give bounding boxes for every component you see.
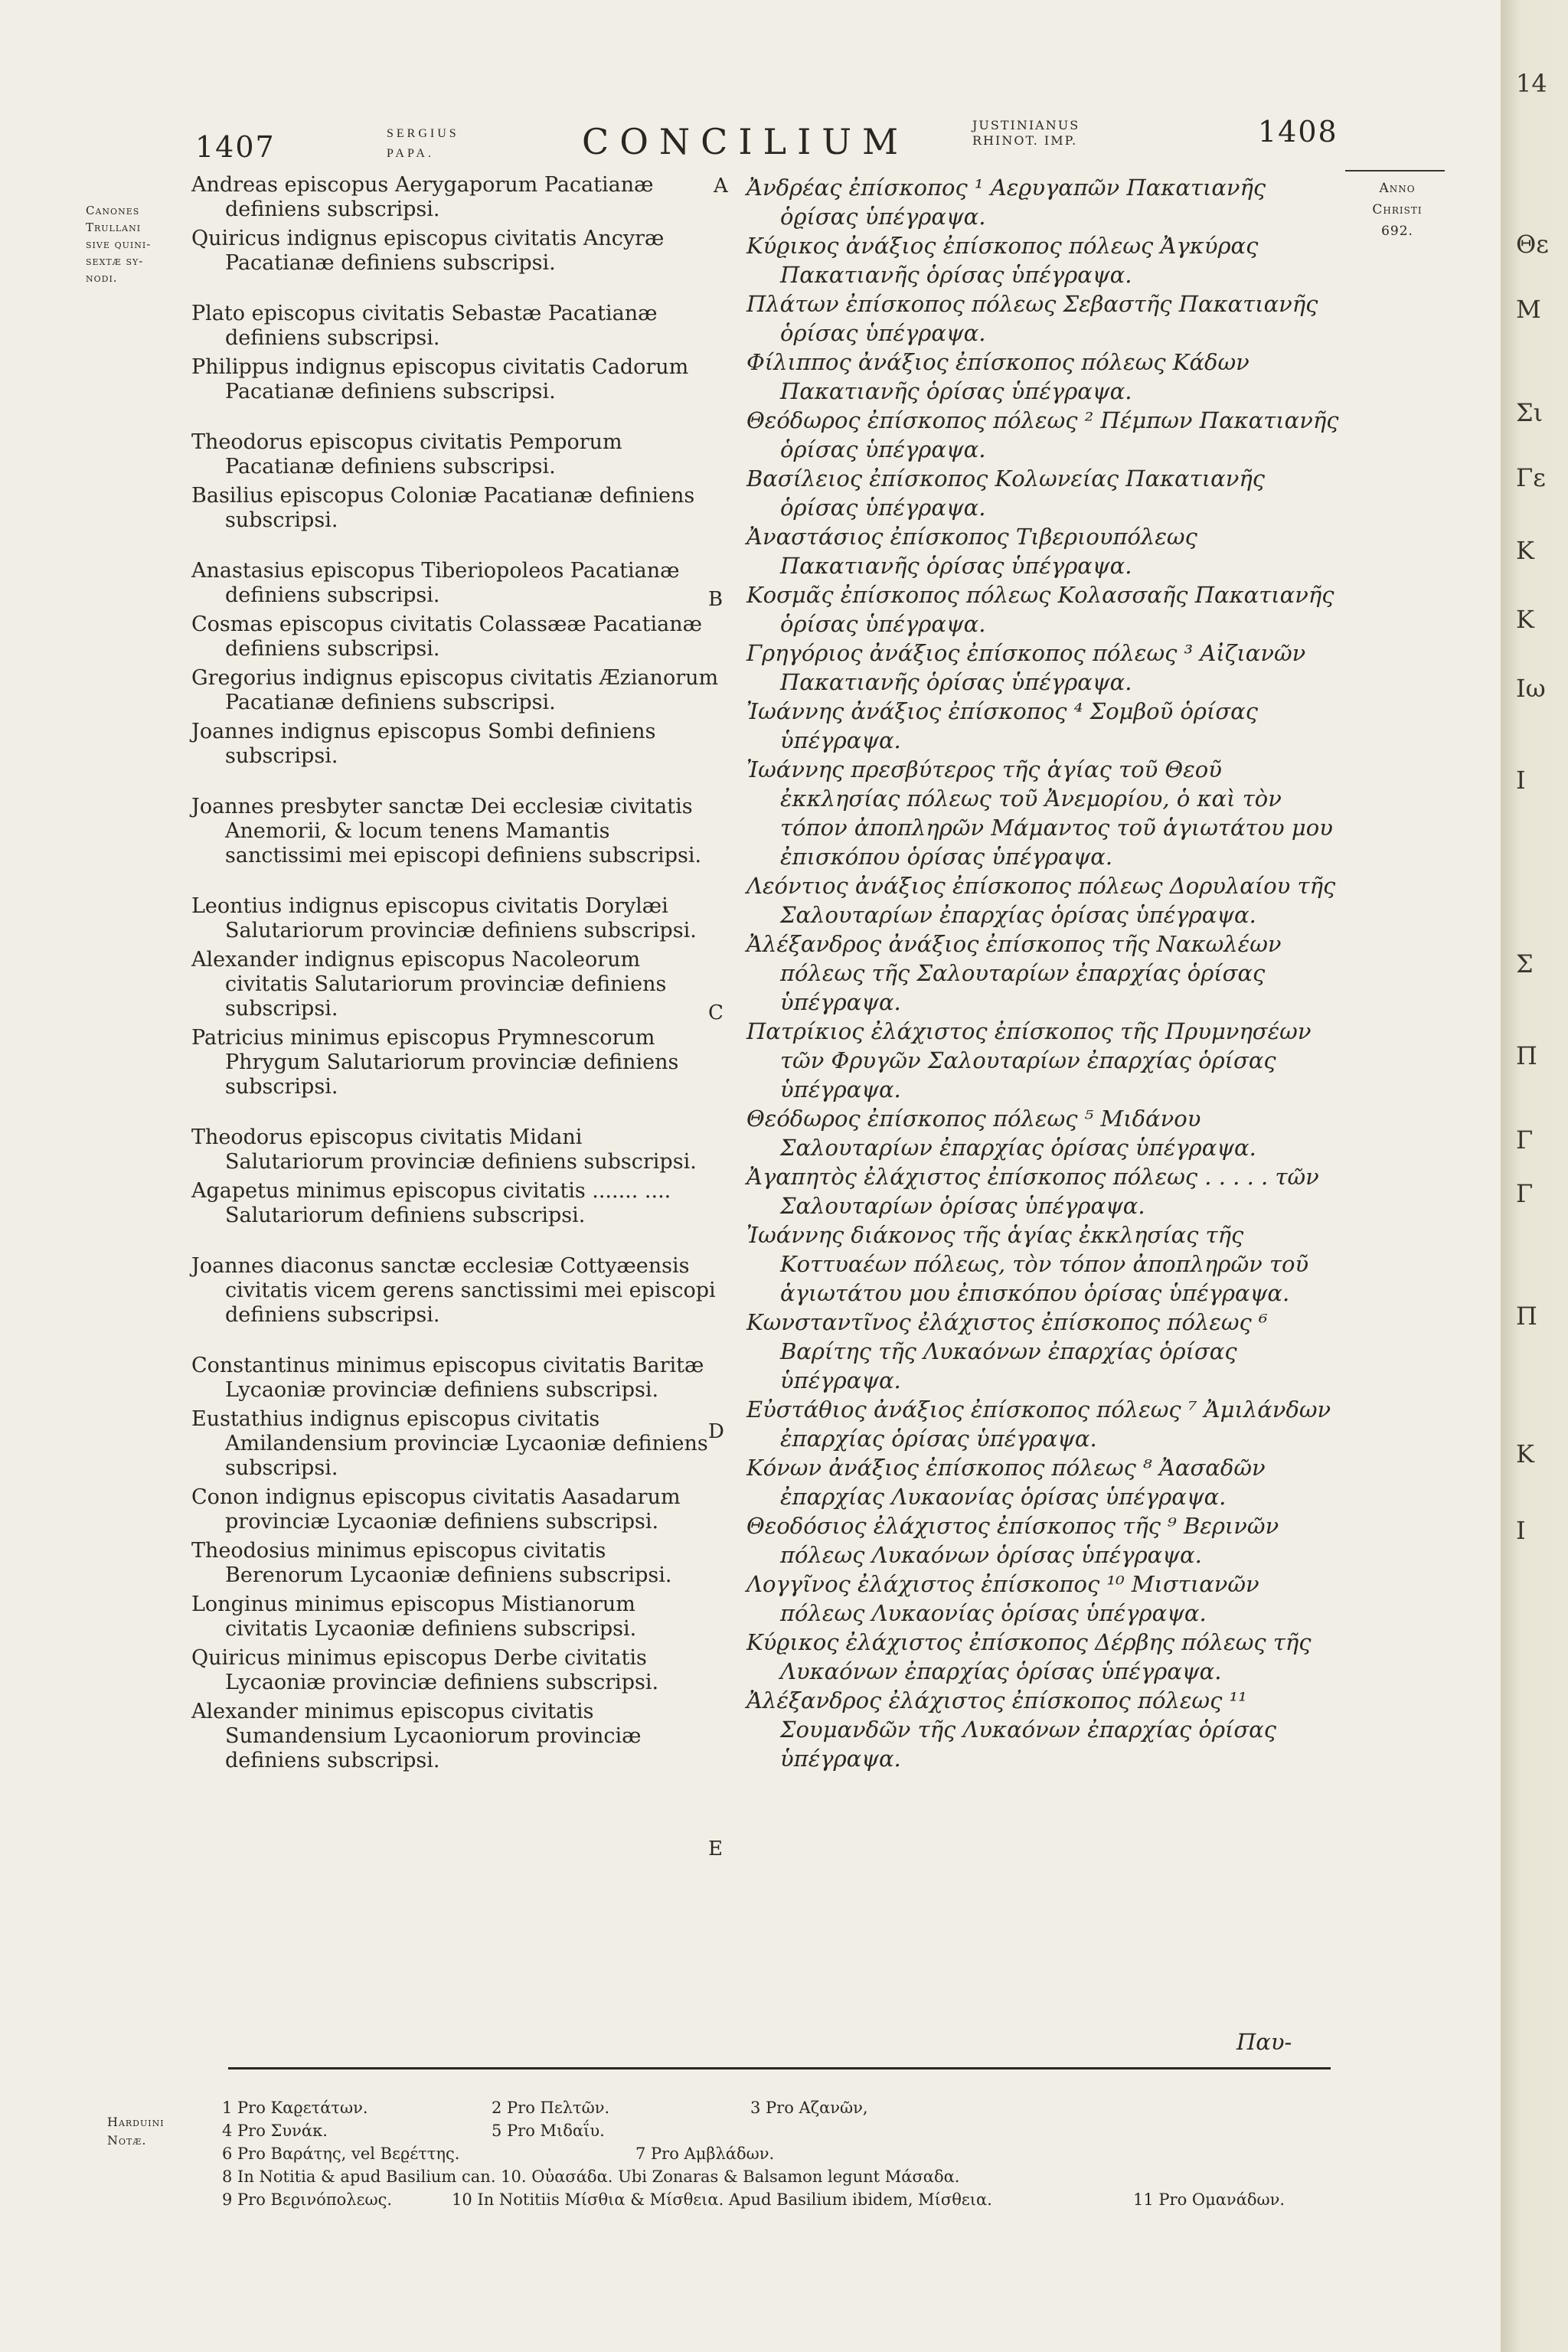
greek-subscription: Ἰωάννης πρεσβύτερος τῆς ἁγίας τοῦ Θεοῦ ἐκκλησίας πόλεως τοῦ Ἀνεμορίου, ὁ καὶ τὸν τόπον ἀποπληρῶν Μάμαντος τοῦ ἁγιωτάτου μου ἐπισκόπου ὁρίσας ὑπέγραψα. bbox=[746, 756, 1333, 870]
facing-page-glyph: Σι bbox=[1516, 398, 1544, 427]
latin-subscription: Joannes presbyter sanctæ Dei ecclesiæ civitatis Anemorii, & locum tenens Mamantis sanctissimi mei episcopi definiens subscripsi. bbox=[191, 795, 702, 867]
facing-page-glyph: Κ bbox=[1516, 536, 1534, 565]
greek-subscription: Ἰωάννης διάκονος τῆς ἁγίας ἐκκλησίας τῆς Κοττυαέων πόλεως, τὸν τόπον ἀποπληρῶν τοῦ ἁγιωτάτου μου ἐπισκόπου ὁρίσας ὑπέγραψα. bbox=[746, 1222, 1309, 1306]
facing-page-glyph: 14 bbox=[1516, 69, 1547, 98]
greek-subscription: Πλάτων ἐπίσκοπος πόλεως Σεβαστῆς Πακατιανῆς ὁρίσας ὑπέγραψα. bbox=[746, 291, 1318, 346]
latin-subscription: Quiricus minimus episcopus Derbe civitatis Lycaoniæ provinciæ definiens subscripsi. bbox=[191, 1646, 659, 1694]
anno-rule bbox=[1345, 170, 1445, 172]
latin-subscription: Gregorius indignus episcopus civitatis Æzianorum Pacatianæ definiens subscripsi. bbox=[191, 666, 719, 714]
footnote: 6 Pro Βαράτης, vel Βεϱέττης. bbox=[222, 2145, 460, 2163]
footnote-row bbox=[222, 2142, 1340, 2165]
latin-subscription: Plato episcopus civitatis Sebastæ Pacatianæ definiens subscripsi. bbox=[191, 302, 658, 350]
page-number-right: 1408 bbox=[1258, 115, 1338, 149]
greek-subscription: Κύϱικος ἐλάχιστος ἐπίσκοπος Δέρβης πόλεως τῆς Λυκαόνων ἐπαρχίας ὁρίσας ὑπέγραψα. bbox=[746, 1629, 1312, 1684]
facing-page-glyph: Σ bbox=[1516, 949, 1534, 978]
latin-subscription: Joannes diaconus sanctæ ecclesiæ Cottyæensis civitatis vicem gerens sanctissimi mei episcopi definiens subscripsi. bbox=[191, 1254, 716, 1327]
latin-column bbox=[191, 173, 720, 1778]
greek-subscription: Κωνσταντῖνος ἐλάχιστος ἐπίσκοπος πόλεως ⁶ Βαρίτης τῆς Λυκαόνων ἐπαρχίας ὁρίσας ὑπέγραψα. bbox=[746, 1309, 1268, 1393]
latin-subscription: Agapetus minimus episcopus civitatis ....... .... Salutariorum definiens subscripsi. bbox=[191, 1179, 671, 1227]
greek-subscription: Ἀνδρέας ἐπίσκοπος ¹ Αεϱυγαπῶν Πακατιανῆς ὁϱίσας ὑπέγραψα. bbox=[746, 175, 1266, 230]
section-letter: B bbox=[708, 588, 724, 611]
footnote: 10 In Notitiis Μίσθια & Μίσθεια. Apud Basilium ibidem, Μίσθεια. bbox=[452, 2190, 992, 2209]
latin-subscription: Andreas episcopus Aerygaporum Pacatianæ definiens subscripsi. bbox=[191, 173, 654, 221]
latin-subscription: Leontius indignus episcopus civitatis Dorylæi Salutariorum provinciæ definiens subscripsi. bbox=[191, 894, 697, 942]
greek-subscription: Ἀναστάσιος ἐπίσκοπος Τιβεριουπόλεως Πακατιανῆς ὁρίσας ὑπέγραψα. bbox=[746, 524, 1197, 579]
facing-page-glyph: Θε bbox=[1516, 230, 1549, 259]
facing-page-glyph: Γ bbox=[1516, 1125, 1534, 1155]
greek-subscription: Θεόδωρος ἐπίσκοπος πόλεως ⁵ Μιδάνου Σαλουταρίων ἐπαρχίας ὁρίσας ὑπέγραψα. bbox=[746, 1106, 1256, 1161]
greek-subscription: Γρηγόριος ἀνάξιος ἐπίσκοπος πόλεως ³ Αἰζιανῶν Πακατιανῆς ὁρίσας ὑπέγραψα. bbox=[746, 640, 1306, 695]
header-justinian: JUSTINIANUS RHINOT. IMP. bbox=[972, 118, 1080, 148]
footnote: 11 Pro Ομανάδων. bbox=[1133, 2190, 1285, 2209]
footnote-rule bbox=[228, 2067, 1331, 2069]
latin-subscription: Theodorus episcopus civitatis Midani Salutariorum provinciæ definiens subscripsi. bbox=[191, 1125, 697, 1174]
facing-page-glyph: Κ bbox=[1516, 605, 1534, 634]
footnote: 9 Pro Βεϱινόπολεως. bbox=[222, 2190, 393, 2209]
greek-subscription: Θεόδωρος ἐπίσκοπος πόλεως ² Πέμπων Πακατιανῆς ὁρίσας ὑπέγραψα. bbox=[746, 407, 1339, 462]
section-letter: A bbox=[714, 175, 728, 198]
greek-subscription: Κύϱικος ἀνάξιος ἐπίσκοπος πόλεως Ἀγκύρας Πακατιανῆς ὁρίσας ὑπέγραψα. bbox=[746, 233, 1259, 288]
facing-page-glyph: Κ bbox=[1516, 1439, 1534, 1468]
latin-subscription: Theodosius minimus episcopus civitatis Berenorum Lycaoniæ definiens subscripsi. bbox=[191, 1539, 672, 1587]
latin-subscription: Basilius episcopus Coloniæ Pacatianæ definiens subscripsi. bbox=[191, 484, 695, 532]
latin-subscription: Theodorus episcopus civitatis Pemporum Pacatianæ definiens subscripsi. bbox=[191, 430, 622, 479]
footnote: 3 Pro Αζανῶν, bbox=[750, 2099, 868, 2117]
greek-subscription: Λογγῖνος ἐλάχιστος ἐπίσκοπος ¹⁰ Μιστιανῶν πόλεως Λυκαονίας ὁρίσας ὑπέγραψα. bbox=[746, 1571, 1259, 1626]
footnote-row bbox=[222, 2119, 1340, 2142]
facing-page-glyph: Γε bbox=[1516, 463, 1546, 492]
latin-subscription: Longinus minimus episcopus Mistianorum civitatis Lycaoniæ definiens subscripsi. bbox=[191, 1592, 637, 1641]
facing-page-glyph: Γ bbox=[1516, 1179, 1534, 1208]
greek-subscription: Ἀγαπητὸς ἐλάχιστος ἐπίσκοπος πόλεως . . . . . τῶν Σαλουταρίων ὁρίσας ὑπέγραψα. bbox=[746, 1164, 1319, 1219]
section-letter: E bbox=[708, 1838, 723, 1860]
footnote: 2 Pro Πελτῶν. bbox=[492, 2099, 610, 2117]
latin-subscription: Alexander indignus episcopus Nacoleorum civitatis Salutariorum provinciæ definiens subscripsi. bbox=[191, 948, 667, 1021]
facing-page-edge bbox=[1501, 0, 1568, 2352]
facing-page-glyph: Ι bbox=[1516, 766, 1526, 795]
latin-subscription: Eustathius indignus episcopus civitatis Amilandensium provinciæ Lycaoniæ definiens subscripsi. bbox=[191, 1407, 708, 1480]
latin-subscription: Conon indignus episcopus civitatis Aasadarum provinciæ Lycaoniæ definiens subscripsi. bbox=[191, 1485, 681, 1534]
greek-subscription: Ἀλέξανδρος ἀνάξιος ἐπίσκοπος τῆς Νακωλέων πόλεως τῆς Σαλουταρίων ἐπαρχίας ὁρίσας ὑπέγραψα. bbox=[746, 931, 1282, 1015]
running-header bbox=[0, 115, 1501, 168]
left-margin-note: Canones Trullani sive quini- sextæ sy- nodi. bbox=[86, 204, 152, 285]
greek-subscription: Φίλιππος ἀνάξιος ἐπίσκοπος πόλεως Κάδων Πακατιανῆς ὁρίσας ὑπέγραψα. bbox=[746, 349, 1250, 404]
latin-subscription: Constantinus minimus episcopus civitatis Baritæ Lycaoniæ provinciæ definiens subscripsi. bbox=[191, 1354, 704, 1402]
footnote-row bbox=[222, 2096, 1340, 2119]
facing-page-glyph: Ιω bbox=[1516, 674, 1546, 703]
greek-subscription: Βασίλειος ἐπίσκοπος Κολωνείας Πακατιανῆς ὁρίσας ὑπέγραψα. bbox=[746, 466, 1266, 521]
facing-page-glyph: Ι bbox=[1516, 1516, 1526, 1545]
latin-subscription: Anastasius episcopus Tiberiopoleos Pacatianæ definiens subscripsi. bbox=[191, 559, 680, 607]
facing-page-glyph: Π bbox=[1516, 1041, 1537, 1070]
greek-subscription: Εὐστάθιος ἀνάξιος ἐπίσκοπος πόλεως ⁷ Ἀμιλάνδων ἐπαρχίας ὁρίσας ὑπέγραψα. bbox=[746, 1396, 1331, 1452]
greek-subscription: Πατρίκιος ἐλάχιστος ἐπίσκοπος τῆς Πρυμνησέων τῶν Φρυγῶν Σαλουταρίων ἐπαρχίας ὁρίσας ὑπέγραψα. bbox=[746, 1018, 1312, 1102]
footnote: 4 Pro Συνάκ. bbox=[222, 2122, 328, 2140]
greek-subscription: Κοσμᾶς ἐπίσκοπος πόλεως Κολασσαῆς Πακατιανῆς ὁρίσας ὑπέγραψα. bbox=[746, 582, 1334, 637]
latin-subscription: Quiricus indignus episcopus civitatis Ancyræ Pacatianæ definiens subscripsi. bbox=[191, 227, 665, 275]
footnote: 5 Pro Μιδαΐυ. bbox=[492, 2122, 605, 2140]
page-number-left: 1407 bbox=[195, 130, 276, 164]
greek-subscription: Ἀλέξανδρος ἐλάχιστος ἐπίσκοπος πόλεως ¹¹ Σουμανδῶν τῆς Λυκαόνων ἐπαρχίας ὁρίσας ὑπέγραψα. bbox=[746, 1687, 1276, 1772]
greek-subscription: Κόνων ἀνάξιος ἐπίσκοπος πόλεως ⁸ Ἀασαδῶν ἐπαρχίας Λυκαονίας ὁρίσας ὑπέγραψα. bbox=[746, 1455, 1266, 1510]
latin-subscription: Alexander minimus episcopus civitatis Sumandensium Lycaoniorum provinciæ definiens subscripsi. bbox=[191, 1700, 642, 1772]
footnote-row bbox=[222, 2188, 1340, 2211]
footnotes bbox=[222, 2096, 1340, 2211]
latin-subscription: Joannes indignus episcopus Sombi definiens subscripsi. bbox=[191, 720, 656, 768]
latin-subscription: Philippus indignus episcopus civitatis Cadorum Pacatianæ definiens subscripsi. bbox=[191, 355, 689, 403]
facing-page-glyph: Μ bbox=[1516, 295, 1541, 324]
latin-subscription: Cosmas episcopus civitatis Colassææ Pacatianæ definiens subscripsi. bbox=[191, 612, 702, 661]
greek-column bbox=[746, 173, 1340, 1773]
right-margin-note: Anno Christi 692. bbox=[1372, 181, 1423, 239]
greek-subscription: Ἰωάννης ἀνάξιος ἐπίσκοπος ⁴ Σομβοῦ ὁρίσας ὑπέγραψα. bbox=[746, 698, 1258, 753]
latin-subscription: Patricius minimus episcopus Prymnescorum Phrygum Salutariorum provinciæ definiens subscripsi. bbox=[191, 1026, 679, 1099]
section-letter: D bbox=[708, 1420, 724, 1443]
header-sergius: SERGIUS PAPA. bbox=[387, 127, 459, 160]
footnote: 8 In Notitia & apud Basilium can. 10. Οὐασάδα. Ubi Zonaras & Balsamon legunt Μάσαδα. bbox=[222, 2167, 960, 2186]
notes-label: Harduini Notæ. bbox=[107, 2115, 165, 2148]
catchword: Παυ- bbox=[1236, 2029, 1292, 2055]
greek-subscription: Θεοδόσιος ἐλάχιστος ἐπίσκοπος τῆς ⁹ Βερινῶν πόλεως Λυκαόνων ὁρίσας ὑπέγραψα. bbox=[746, 1513, 1279, 1568]
footnote: 1 Pro Καϱετάτων. bbox=[222, 2099, 368, 2117]
footnote-row bbox=[222, 2165, 1340, 2188]
footnote: 7 Pro Αμβλάδων. bbox=[635, 2145, 775, 2163]
greek-subscription: Λεόντιος ἀνάξιος ἐπίσκοπος πόλεως Δορυλαίου τῆς Σαλουταρίων ἐπαρχίας ὁρίσας ὑπέγραψα. bbox=[746, 873, 1336, 928]
section-letter: C bbox=[708, 1001, 724, 1024]
page-title: CONCILIUM bbox=[582, 121, 910, 162]
facing-page-glyph: Π bbox=[1516, 1302, 1537, 1331]
